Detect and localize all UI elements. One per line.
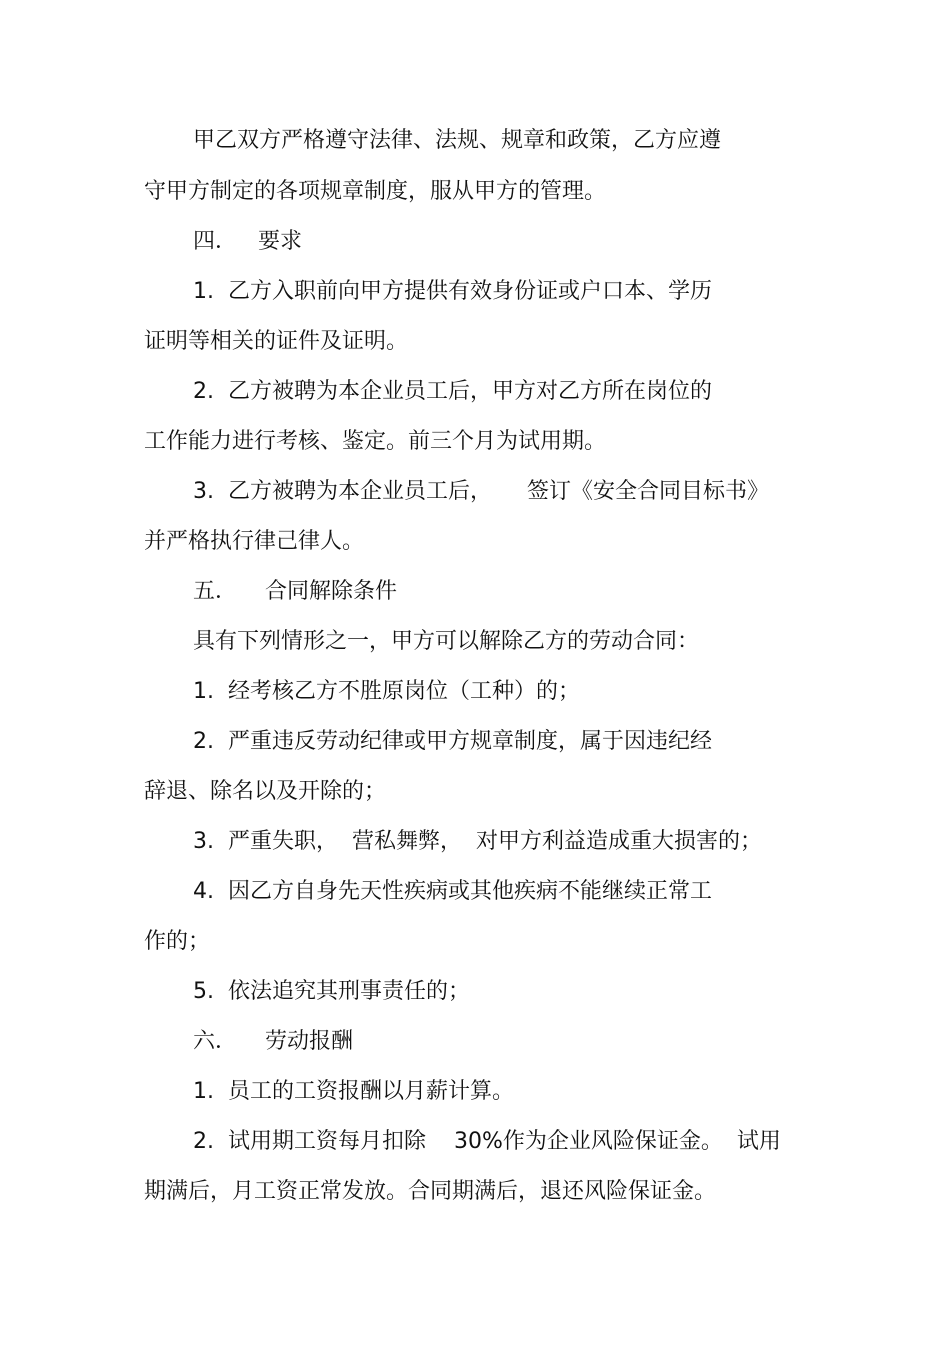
list-item-continuation: 工作能力进行考核、鉴定。前三个月为试用期。 bbox=[144, 429, 607, 454]
list-item: 1. 经考核乙方不胜原岗位（工种）的； bbox=[193, 679, 580, 704]
list-item: 1. 乙方入职前向甲方提供有效身份证或户口本、学历 bbox=[193, 279, 712, 304]
list-item: 4. 因乙方自身先天性疾病或其他疾病不能继续正常工 bbox=[193, 879, 712, 904]
list-item: 2. 试用期工资每月扣除 30%作为企业风险保证金。 试用 bbox=[193, 1129, 781, 1154]
paragraph-line: 甲乙双方严格遵守法律、法规、规章和政策，乙方应遵 bbox=[193, 128, 722, 153]
list-item-continuation: 作的； bbox=[144, 929, 211, 954]
list-item-continuation: 期满后，月工资正常发放。合同期满后，退还风险保证金。 bbox=[144, 1179, 717, 1204]
list-item: 2. 乙方被聘为本企业员工后，甲方对乙方所在岗位的 bbox=[193, 379, 712, 404]
list-item: 3. 严重失职， 营私舞弊， 对甲方利益造成重大损害的； bbox=[193, 829, 762, 854]
paragraph-line: 守甲方制定的各项规章制度，服从甲方的管理。 bbox=[144, 179, 607, 204]
list-item-continuation: 辞退、除名以及开除的； bbox=[144, 779, 387, 804]
section-heading-requirements: 四． 要求 bbox=[193, 229, 302, 254]
list-item: 3. 乙方被聘为本企业员工后， 签订《安全合同目标书》 bbox=[193, 479, 769, 504]
list-item-continuation: 证明等相关的证件及证明。 bbox=[144, 329, 409, 354]
list-item: 1. 员工的工资报酬以月薪计算。 bbox=[193, 1079, 514, 1104]
section-heading-remuneration: 六． 劳动报酬 bbox=[193, 1029, 353, 1054]
list-item-continuation: 并严格执行律己律人。 bbox=[144, 529, 365, 554]
paragraph-line: 具有下列情形之一，甲方可以解除乙方的劳动合同： bbox=[193, 629, 700, 654]
list-item: 5. 依法追究其刑事责任的； bbox=[193, 979, 470, 1004]
list-item: 2. 严重违反劳动纪律或甲方规章制度，属于因违纪经 bbox=[193, 729, 712, 754]
section-heading-termination: 五． 合同解除条件 bbox=[193, 579, 397, 604]
